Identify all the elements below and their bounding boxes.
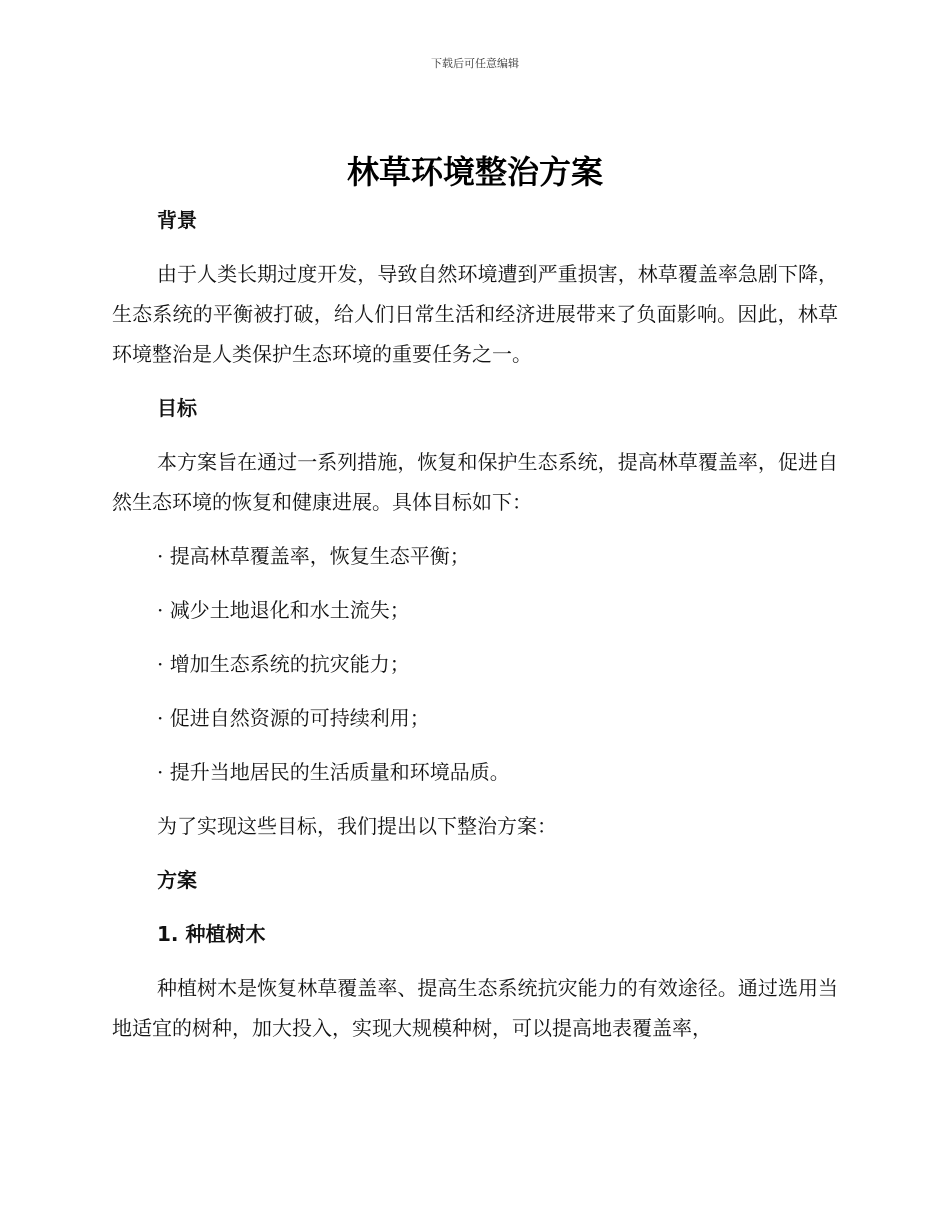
section-heading-goal: 目标 (157, 396, 197, 420)
goal-item: · 提高林草覆盖率，恢复生态平衡； (157, 544, 470, 568)
transition-text: 为了实现这些目标，我们提出以下整治方案： (157, 814, 557, 838)
section-heading-plan: 方案 (157, 868, 197, 892)
goal-item: · 增加生态系统的抗灾能力； (157, 652, 410, 676)
section-heading-background: 背景 (157, 208, 197, 232)
document-title: 林草环境整治方案 (346, 153, 603, 191)
goal-item: · 提升当地居民的生活质量和环境品质。 (157, 760, 510, 784)
background-paragraph: 由于人类长期过度开发，导致自然环境遭到严重损害，林草覆盖率急剧下降，生态系统的平衡被打破，给人们日常生活和经济进展带来了负面影响。因此，林草环境整治是人类保护生态环境的重要任务之一。 (112, 262, 838, 366)
document-body (112, 200, 838, 1048)
planting-paragraph: 种植树木是恢复林草覆盖率、提高生态系统抗灾能力的有效途径。通过选用当地适宜的树种，加大投入，实现大规模种树，可以提高地表覆盖率， (112, 976, 838, 1040)
goal-item: · 促进自然资源的可持续利用； (157, 706, 430, 730)
goal-item: · 减少土地退化和水土流失； (157, 598, 410, 622)
goal-paragraph: 本方案旨在通过一系列措施，恢复和保护生态系统，提高林草覆盖率，促进自然生态环境的恢复和健康进展。具体目标如下： (112, 450, 838, 514)
subsection-heading-planting: 1. 种植树木 (157, 922, 266, 946)
header-note: 下载后可任意编辑 (431, 57, 519, 70)
